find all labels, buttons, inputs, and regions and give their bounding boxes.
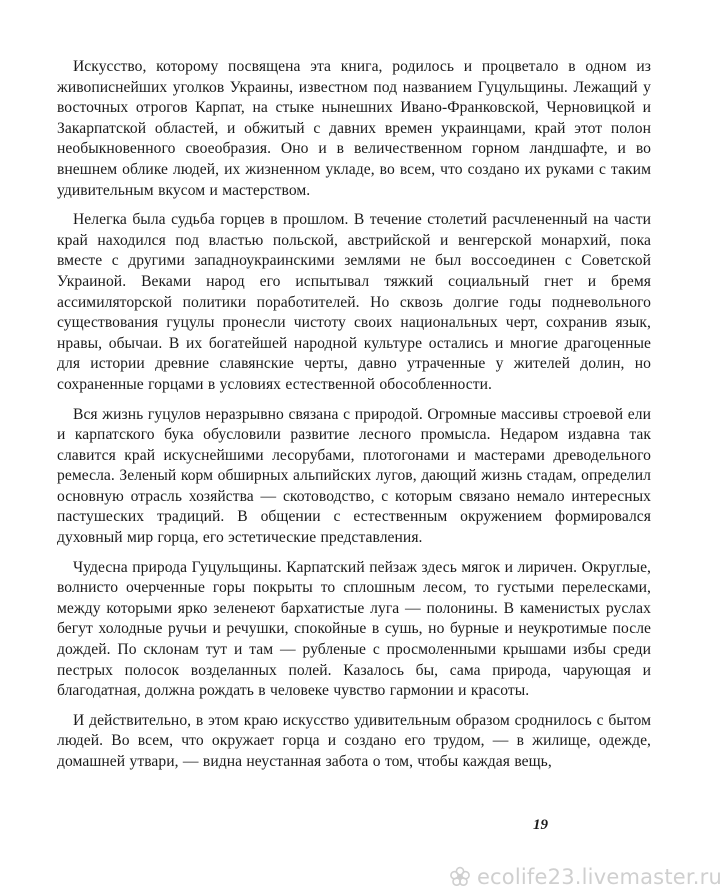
document-page <box>57 57 651 782</box>
paragraph-5: И действительно, в этом краю искусство удивительным образом сроднилось с бытом людей. Во всем, что окружает горца и создано его трудом, — в жилище, одежде, домашней утвари, — видна неустанная забота о том, чтобы каждая вещь, <box>57 711 651 770</box>
paragraph-3: Вся жизнь гуцулов неразрывно связана с природой. Огромные массивы строевой ели и карпатского бука обусловили развитие лесного промысла. Недаром издавна так славится край искуснейшими лесорубами, плотогонами и мастерами древодельного ремесла. Зеленый корм обширных альпийских лугов, дающий жизнь стадам, определил основную отрасль хозяйства — скотоводство, с которым связано немало интересных пастушеских традиций. В общении с естественным окружением формировался духовный мир горца, его эстетические представления. <box>57 405 651 547</box>
page-number: 19 <box>533 817 548 833</box>
watermark-text: ecolife23.livemaster.ru <box>476 865 722 889</box>
paragraph-2: Нелегка была судьба горцев в прошлом. В течение столетий расчлененный на части край находился под властью польской, австрийской и венгерской монархий, пока вместе с другими западноукраинскими землями не был воссоединен с Советской Украиной. Веками народ его испытывал тяжкий социальный гнет и бремя ассимиляторской политики поработителей. Но сквозь долгие годы подневольного существования гуцулы пронесли чистоту своих национальных черт, сохранив язык, нравы, обычаи. В их богатейшей народной культуре остались и многие драгоценные для истории древние славянские черты, давно утраченные у жителей долин, но сохраненные горцами в условиях естественной обособленности. <box>57 211 651 393</box>
paragraph-1: Искусство, которому посвящена эта книга, родилось и процветало в одном из живописнейших уголков Украины, известном под названием Гуцульщины. Лежащий у восточных отрогов Карпат, на стыке нынешних Ивано-Франковской, Черновицкой и Закарпатской областей, и обжитый с давних времен украинцами, край этот полон необыкновенного своеобразия. Оно и в величественном горном ландшафте, и во внешнем облике людей, их жизненном укладе, во всем, что создано их руками с таким удивительным вкусом и мастерством. <box>57 58 651 199</box>
watermark <box>449 865 722 889</box>
flower-icon <box>449 866 471 888</box>
paragraph-4: Чудесна природа Гуцульщины. Карпатский пейзаж здесь мягок и лиричен. Округлые, волнисто очерченные горы покрыты то сплошным лесом, то густыми перелесками, между которыми ярко зеленеют бархатистые луга — полонины. В каменистых руслах бегут холодные ручьи и речушки, спокойные в сушь, но бурные и неукротимые после дождей. По склонам тут и там — рубленые с просмоленными крышами избы среди пестрых полосок возделанных полей. Казалось бы, сама природа, чарующая и благодатная, должна рождать в человеке чувство гармонии и красоты. <box>57 558 651 700</box>
